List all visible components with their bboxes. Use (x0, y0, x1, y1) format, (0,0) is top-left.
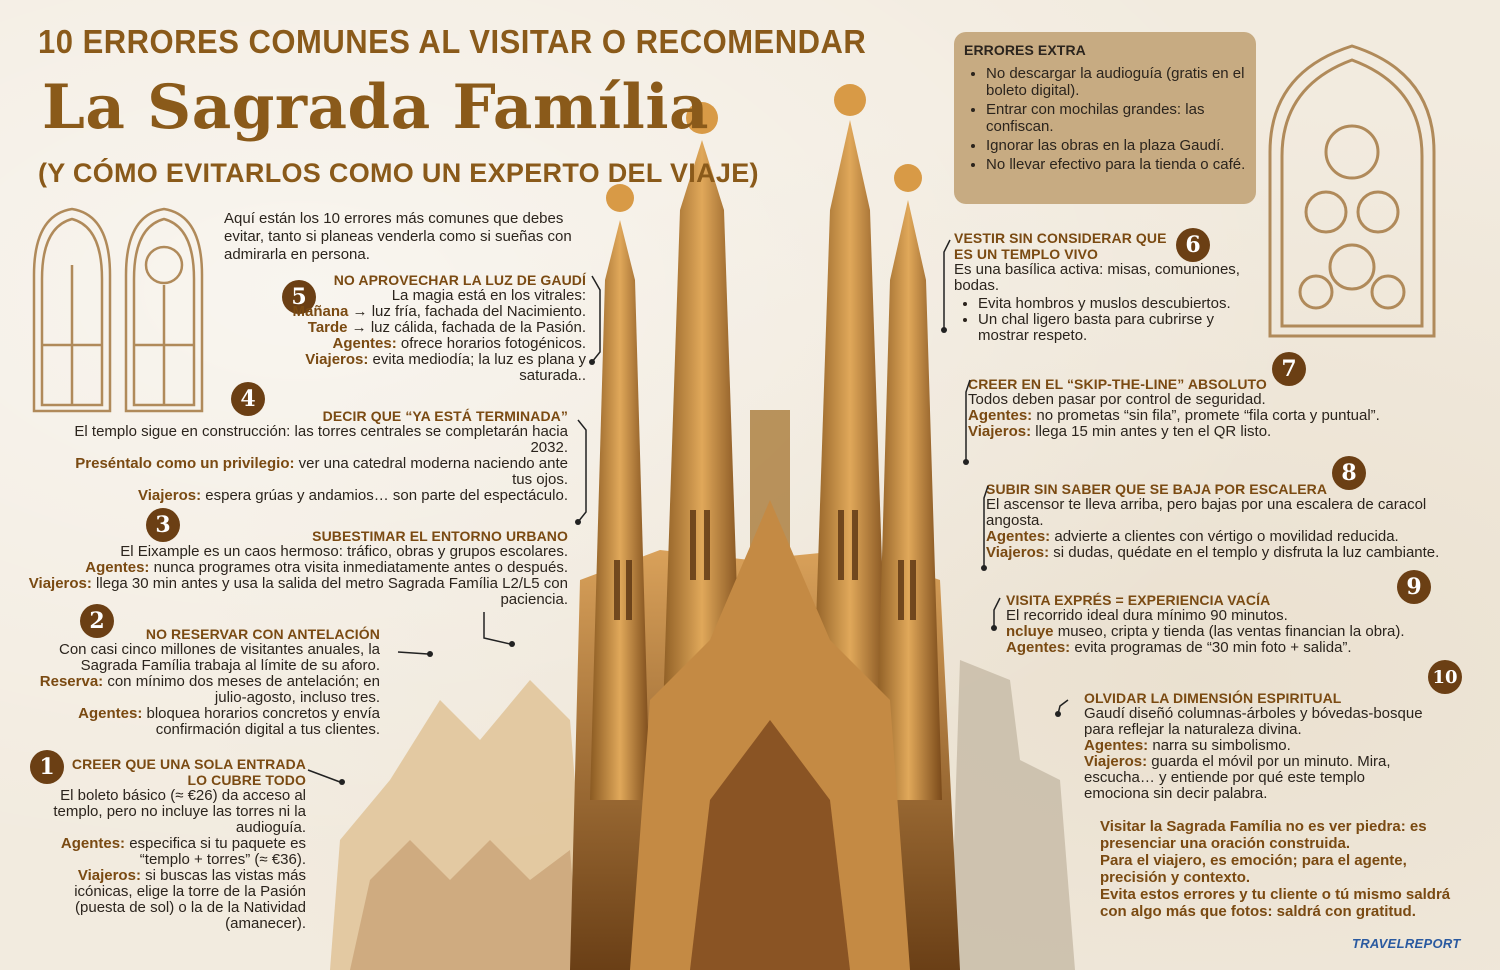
error-1-title: CREER QUE UNA SOLA ENTRADA (71, 756, 306, 772)
number-badge-1: 1 (30, 750, 64, 784)
error-8-text: El ascensor te lleva arriba, pero bajas por una escalera de caracol angosta. (986, 496, 1427, 529)
header-subtitle: (Y CÓMO EVITARLOS COMO UN EXPERTO DEL VIAJE) (38, 158, 759, 188)
text: guarda el móvil por un minuto. Mira, escucha… y entiende por qué este templo emociona sin decir palabra. (1084, 753, 1391, 802)
extra-errors-box (954, 32, 1256, 204)
text: si dudas, quédate en el templo y disfruta la luz cambiante. (1049, 544, 1440, 561)
error-6-text: Es una basílica activa: misas, comuniones, bodas. (954, 261, 1240, 294)
number-badge-10: 10 (1428, 660, 1462, 694)
error-3-title: SUBESTIMAR EL ENTORNO URBANO (312, 528, 568, 544)
error-8-title: SUBIR SIN SABER QUE SE BAJA POR ESCALERA (986, 481, 1328, 497)
list-item: • Evita hombros y muslos descubiertos. (978, 296, 1244, 312)
label: Agentes: (1084, 737, 1149, 754)
label: Agentes: (1006, 639, 1071, 656)
number-badge-3: 3 (146, 508, 180, 542)
text: evita mediodía; la luz es plana y saturada.. (368, 351, 586, 384)
error-9 (1006, 592, 1466, 656)
label: Agentes: (85, 559, 150, 576)
list-item: • Entrar con mochilas grandes: las confiscan. (986, 101, 1246, 135)
label: Viajeros: (986, 544, 1050, 561)
label: Agentes: (78, 705, 143, 722)
error-9-title: VISITA EXPRÉS = EXPERIENCIA VACÍA (1006, 592, 1271, 608)
label: Viajeros: (138, 487, 202, 504)
error-6 (954, 230, 1244, 344)
error-7-text: Todos deben pasar por control de seguridad. (968, 391, 1266, 408)
label: Reserva: (39, 673, 104, 690)
error-4-text: El templo sigue en construcción: las torres centrales se completarán hacia 2032. (74, 423, 568, 456)
list-item: • Un chal ligero basta para cubrirse y mostrar respeto. (978, 312, 1244, 344)
text: evita programas de “30 min foto + salida”. (1070, 639, 1352, 656)
label: Viajeros: (28, 575, 92, 592)
error-3-text: El Eixample es un caos hermoso: tráfico, obras y grupos escolares. (120, 543, 568, 560)
error-2-title: NO RESERVAR CON ANTELACIÓN (145, 626, 380, 642)
text: ver una catedral moderna naciendo ante tus ojos. (294, 455, 568, 488)
error-5-title: NO APROVECHAR LA LUZ DE GAUDÍ (333, 272, 586, 288)
text: llega 30 min antes y usa la salida del metro Sagrada Família L2/L5 con paciencia. (91, 575, 568, 608)
text: museo, cripta y tienda (las ventas financian la obra). (1053, 623, 1405, 640)
text: → luz fría, fachada del Nacimiento. (348, 303, 586, 320)
error-2 (28, 626, 380, 738)
error-4-title: DECIR QUE “YA ESTÁ TERMINADA” (322, 408, 568, 424)
number-badge-5: 5 (282, 280, 316, 314)
gothic-window-left-icon (30, 205, 210, 415)
number-badge-6: 6 (1176, 228, 1210, 262)
error-1 (24, 756, 306, 932)
label: Agentes: (986, 528, 1051, 545)
error-1-title: LO CUBRE TODO (187, 772, 306, 788)
error-7-title: CREER EN EL “SKIP-THE-LINE” ABSOLUTO (968, 376, 1267, 392)
closing-line: Para el viajero, es emoción; para el agente, precisión y contexto. (1100, 852, 1407, 886)
text: → luz cálida, fachada de la Pasión. (347, 319, 586, 336)
error-1-text: El boleto básico (≈ €26) da acceso al templo, pero no incluye las torres ni la audioguía. (53, 787, 306, 836)
closing-text (1100, 818, 1460, 920)
number-badge-9: 9 (1397, 570, 1431, 604)
error-8 (986, 481, 1456, 561)
closing-line: Visitar la Sagrada Família no es ver piedra: es presenciar una oración construida. (1100, 818, 1427, 852)
label: Preséntalo como un privilegio: (75, 455, 295, 472)
error-10-text: Gaudí diseñó columnas-árboles y bóvedas-bosque para reflejar la naturaleza divina. (1084, 705, 1423, 738)
error-6-title: VESTIR SIN CONSIDERAR QUE (954, 230, 1167, 246)
label: Mañana (292, 303, 349, 320)
gothic-window-right-icon (1266, 42, 1438, 340)
text: advierte a clientes con vértigo o movilidad reducida. (1050, 528, 1399, 545)
extra-title: ERRORES EXTRA (964, 42, 1086, 58)
label: Agentes: (968, 407, 1033, 424)
error-5 (290, 272, 586, 384)
text: no prometas “sin fila”, promete “fila corta y puntual”. (1032, 407, 1380, 424)
text: espera grúas y andamios… son parte del espectáculo. (201, 487, 568, 504)
text: bloquea horarios concretos y envía confirmación digital a tus clientes. (142, 705, 380, 738)
travelreport-logo: TRAVELREPORT (1352, 936, 1461, 951)
label: Tarde (307, 319, 348, 336)
text: narra su simbolismo. (1148, 737, 1291, 754)
text: nunca programes otra visita inmediatamente antes o después. (149, 559, 568, 576)
list-item: • No descargar la audioguía (gratis en el boleto digital). (986, 65, 1246, 99)
number-badge-4: 4 (231, 382, 265, 416)
error-10 (1084, 690, 1424, 802)
error-2-text: Con casi cinco millones de visitantes anuales, la Sagrada Família trabaja al límite de su aforo. (59, 641, 380, 674)
label: Viajeros: (77, 867, 141, 884)
error-10-title: OLVIDAR LA DIMENSIÓN ESPIRITUAL (1084, 690, 1342, 706)
label: Agentes: (60, 835, 126, 852)
error-7 (968, 376, 1448, 440)
number-badge-8: 8 (1332, 456, 1366, 490)
list-item: • No llevar efectivo para la tienda o café. (986, 156, 1246, 173)
label: Agentes: (332, 335, 397, 352)
label: Viajeros: (968, 423, 1032, 440)
text: si buscas las vistas más icónicas, elige la torre de la Pasión (puesta de sol) o la de la Natividad (amanecer). (74, 867, 306, 932)
closing-line: Evita estos errores y tu cliente o tú mismo saldrá con algo más que fotos: saldrá con gratitud. (1100, 886, 1451, 920)
error-9-text: El recorrido ideal dura mínimo 90 minutos. (1006, 607, 1288, 624)
text: llega 15 min antes y ten el QR listo. (1031, 423, 1272, 440)
label: ncluye (1006, 623, 1054, 640)
error-5-text: La magia está en los vitrales: (391, 287, 586, 304)
header-main-title: La Sagrada Família (42, 72, 710, 143)
text: con mínimo dos meses de antelación; en julio-agosto, incluso tres. (103, 673, 380, 706)
number-badge-2: 2 (80, 604, 114, 638)
intro-text: Aquí están los 10 errores más comunes que debes evitar, tanto si planeas venderla como si sueñas con admirarla en persona. (224, 210, 572, 263)
error-6-title: ES UN TEMPLO VIVO (954, 246, 1099, 262)
text: especifica si tu paquete es “templo + torres” (≈ €36). (125, 835, 306, 868)
error-3 (28, 528, 568, 608)
label: Viajeros: (1084, 753, 1148, 770)
label: Viajeros: (305, 351, 369, 368)
list-item: • Ignorar las obras en la plaza Gaudí. (986, 137, 1246, 154)
error-4 (60, 408, 568, 504)
header-top-title: 10 ERRORES COMUNES AL VISITAR O RECOMENDAR (38, 22, 867, 61)
text: ofrece horarios fotogénicos. (396, 335, 586, 352)
number-badge-7: 7 (1272, 352, 1306, 386)
